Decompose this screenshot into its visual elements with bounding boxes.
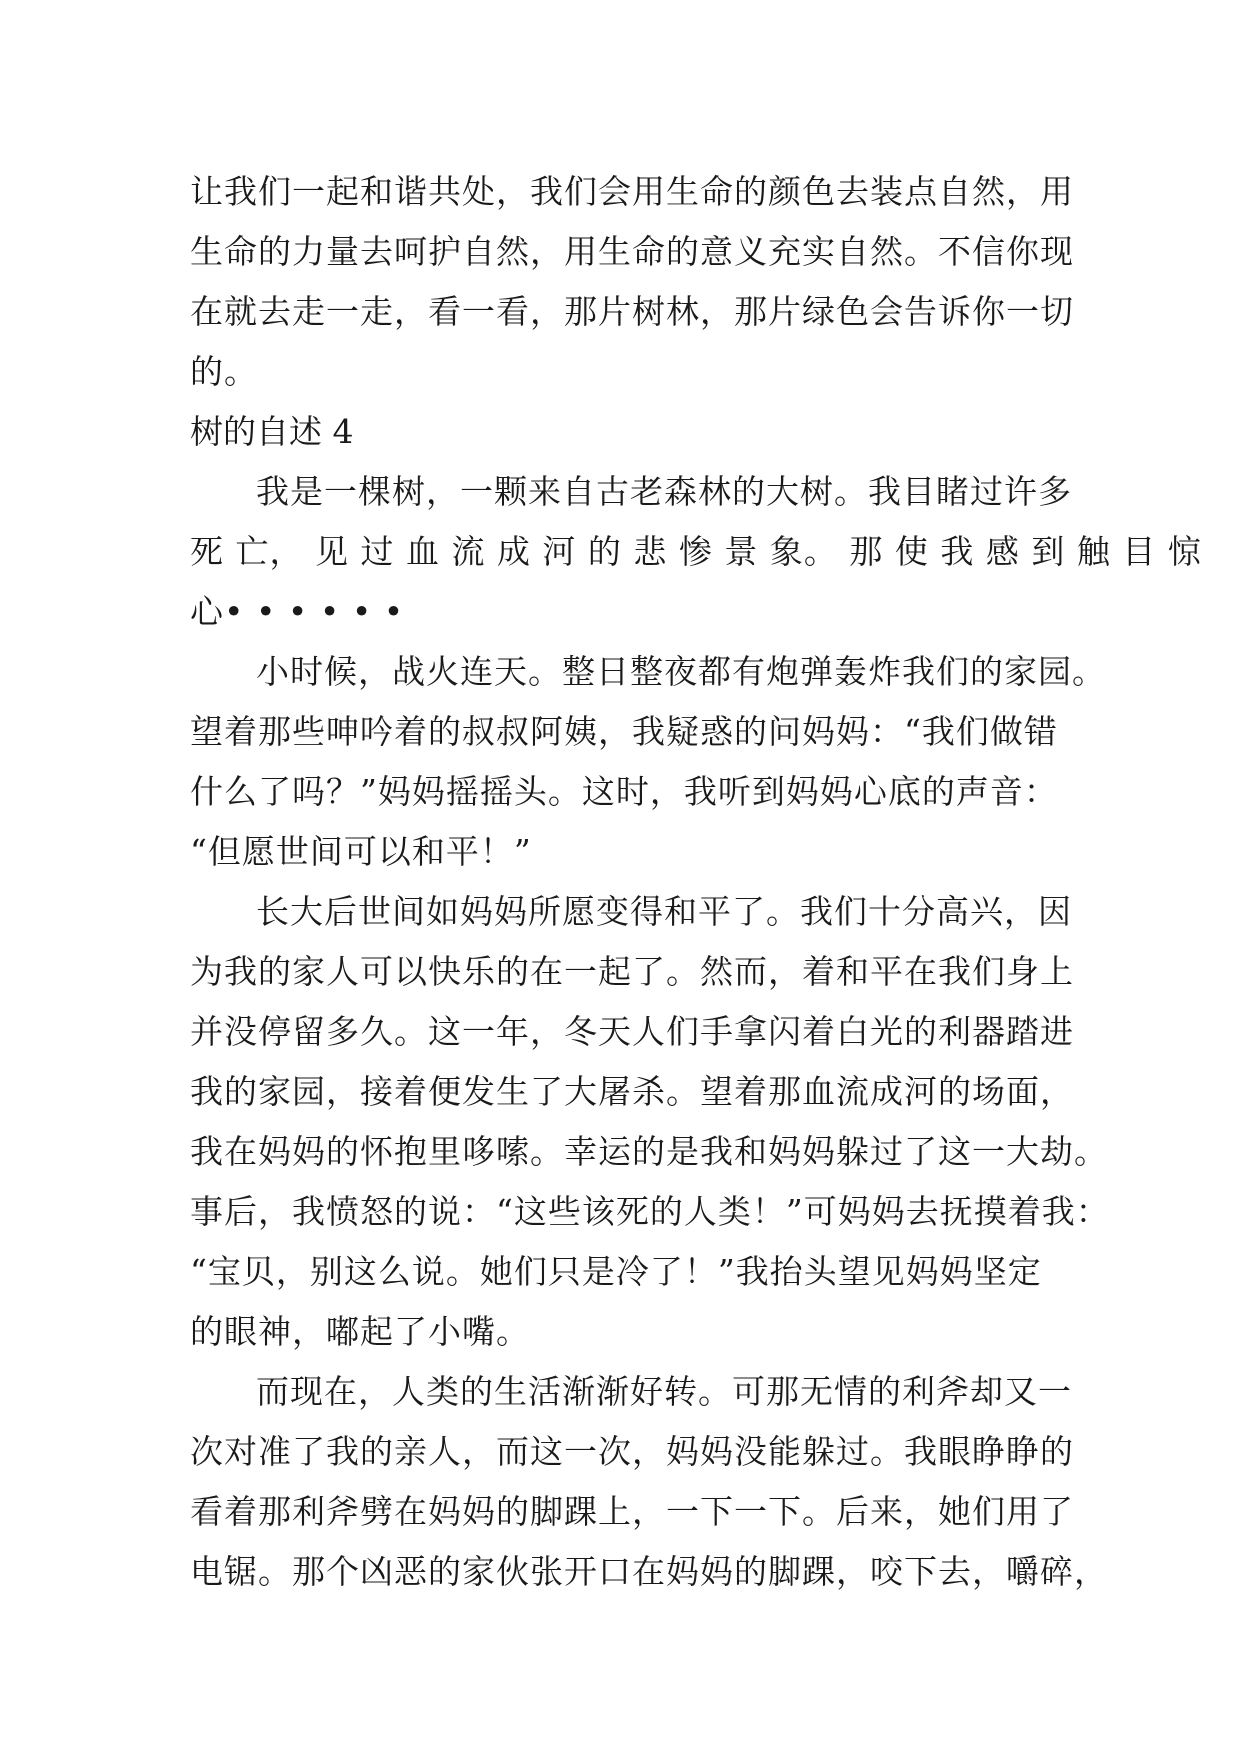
text-line: 让我们一起和谐共处，我们会用生命的颜色去装点自然，用 [190, 172, 1074, 211]
text-line: 小时候，战火连天。整日整夜都有炮弹轰炸我们的家园。 [256, 652, 1106, 691]
text-line: 的。 [190, 352, 258, 391]
text-line: 望着那些呻吟着的叔叔阿姨，我疑惑的问妈妈：“我们做错 [190, 712, 1058, 751]
text-line: 为我的家人可以快乐的在一起了。然而，着和平在我们身上 [190, 952, 1074, 991]
text-line: 长大后世间如妈妈所愿变得和平了。我们十分高兴，因 [256, 892, 1072, 931]
paragraph-4 [190, 1362, 1108, 1602]
text-line: 心• • • • • • [190, 592, 405, 631]
text-line: 我在妈妈的怀抱里哆嗦。幸运的是我和妈妈躲过了这一大劫。 [190, 1132, 1108, 1171]
text-line: 我的家园，接着便发生了大屠杀。望着那血流成河的场面， [190, 1072, 1074, 1111]
text-line: “但愿世间可以和平！” [190, 832, 532, 871]
document-page [190, 162, 1202, 1602]
text-line: 并没停留多久。这一年，冬天人们手拿闪着白光的利器踏进 [190, 1012, 1074, 1051]
intro-paragraph [190, 162, 1074, 402]
section-title: 树的自述 4 [190, 412, 354, 451]
paragraph-3 [190, 882, 1110, 1362]
text-line: 我是一棵树，一颗来自古老森林的大树。我目睹过许多 [256, 472, 1072, 511]
text-line: 电锯。那个凶恶的家伙张开口在妈妈的脚踝，咬下去，嚼碎， [190, 1552, 1108, 1591]
text-line: 次对准了我的亲人，而这一次，妈妈没能躲过。我眼睁睁的 [190, 1432, 1074, 1471]
text-line: 而现在，人类的生活渐渐好转。可那无情的利斧却又一 [256, 1372, 1072, 1411]
text-line: 在就去走一走，看一看，那片树林，那片绿色会告诉你一切 [190, 292, 1074, 331]
text-line: 事后，我愤怒的说：“这些该死的人类！”可妈妈去抚摸着我： [190, 1192, 1110, 1231]
text-line: 什么了吗？”妈妈摇摇头。这时，我听到妈妈心底的声音： [190, 772, 1058, 811]
text-line: 死 亡， 见 过 血 流 成 河 的 悲 惨 景 象。 那 使 我 感 到 触 目 惊 [190, 532, 1202, 571]
text-line: 的眼神，嘟起了小嘴。 [190, 1312, 530, 1351]
paragraph-2 [190, 642, 1106, 882]
text-line: 生命的力量去呵护自然，用生命的意义充实自然。不信你现 [190, 232, 1074, 271]
paragraph-1 [190, 462, 1202, 642]
text-line: 看着那利斧劈在妈妈的脚踝上，一下一下。后来，她们用了 [190, 1492, 1074, 1531]
text-line: “宝贝，别这么说。她们只是冷了！”我抬头望见妈妈坚定 [190, 1252, 1042, 1291]
